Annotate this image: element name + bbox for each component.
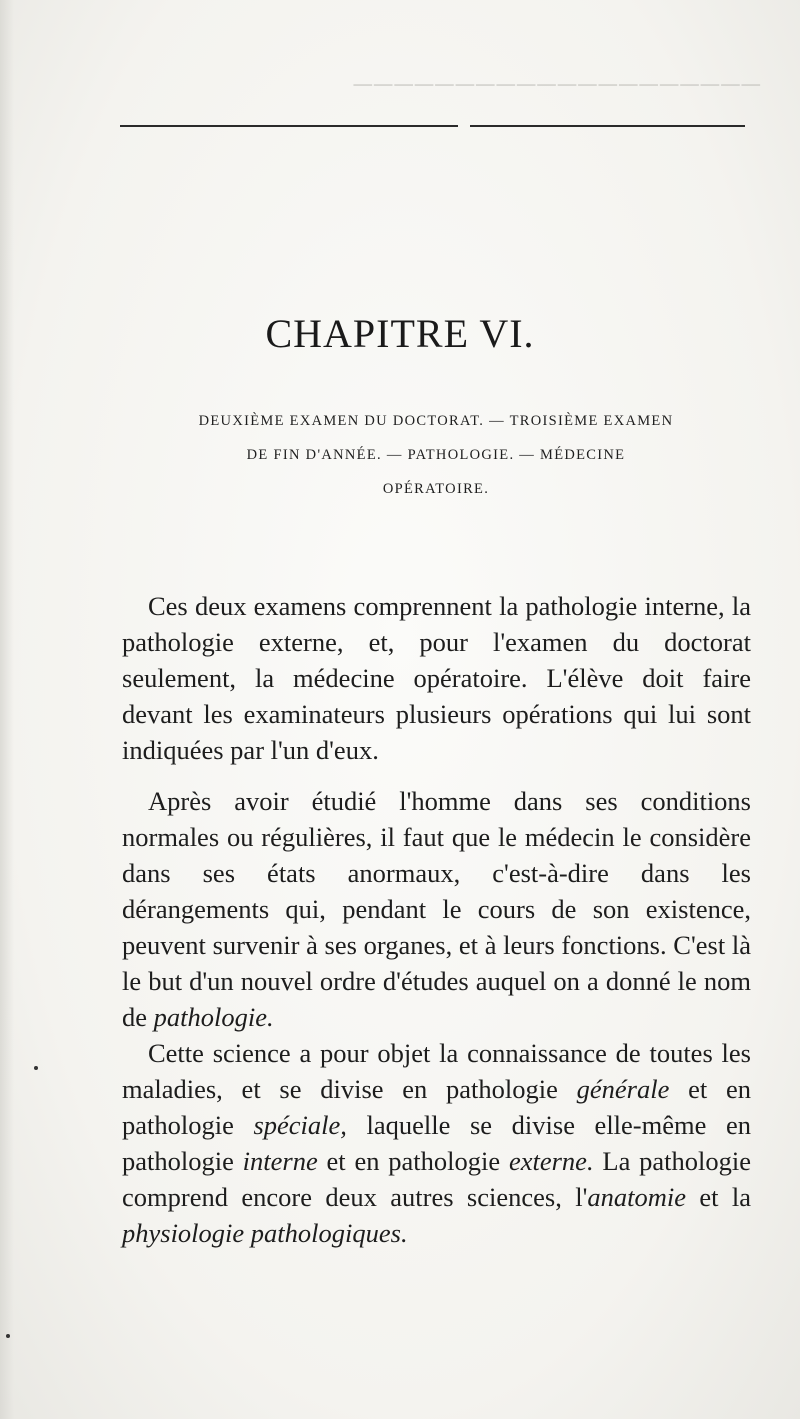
italic-term: pathologie. (153, 1002, 274, 1032)
text-run: et la (685, 1182, 752, 1212)
text-run: Après avoir étudié l'homme dans ses conditions normales ou régulières, il faut que le médecin le considère dans ses états anormaux, c'est-à-dire dans les dérangements qui, pendant le cours de son existence, peuvent survenir à ses organes, et à leurs fonctions. C'est là le but d'un nouvel ordre d'études auquel on a donné le nom de (122, 786, 751, 1032)
italic-term: physiologie pathologiques. (122, 1218, 408, 1248)
text-run: La pathologie comprend encore deux autres sciences, l' (122, 1146, 752, 1212)
bleed-through-header: ──────────────────── (351, 70, 760, 99)
chapter-title: CHAPITRE VI. (265, 311, 535, 356)
print-speck (34, 1066, 38, 1070)
text-run: et en pathologie (122, 1074, 751, 1140)
italic-term: anatomie (587, 1182, 686, 1212)
paragraph-2 (122, 783, 751, 1035)
paragraph-3 (122, 1035, 751, 1251)
subtitle-line: DEUXIÈME EXAMEN DU DOCTORAT. — TROISIÈME EXAMEN (198, 413, 674, 429)
chapter-body (122, 588, 751, 1251)
text-run: Ces deux examens comprennent la pathologie interne, la pathologie externe, et, pour l'examen du doctorat seulement, la médecine opératoire. L'élève doit faire devant les examinateurs plusieurs opérations qui lui sont indiquées par l'un d'eux. (122, 591, 751, 765)
text-run: et en pathologie (317, 1146, 509, 1176)
subtitle-line: DE FIN D'ANNÉE. — PATHOLOGIE. — MÉDECINE (246, 447, 626, 463)
paragraph-1 (122, 588, 751, 768)
italic-term: spéciale, (253, 1110, 347, 1140)
subtitle-line: OPÉRATOIRE. (382, 481, 490, 497)
italic-term: interne (242, 1146, 318, 1176)
text-run: laquelle se divise elle-même en pathologie (122, 1110, 751, 1176)
italic-term: externe. (508, 1146, 594, 1176)
header-rule-right (470, 125, 745, 127)
page-edge-shadow (0, 0, 14, 1419)
print-speck (6, 1334, 10, 1338)
chapter-subtitle (140, 404, 732, 506)
italic-term: générale (576, 1074, 670, 1104)
header-rule-left (120, 125, 458, 127)
text-run: Cette science a pour objet la connaissance de toutes les maladies, et se divise en pathologie (122, 1038, 751, 1104)
